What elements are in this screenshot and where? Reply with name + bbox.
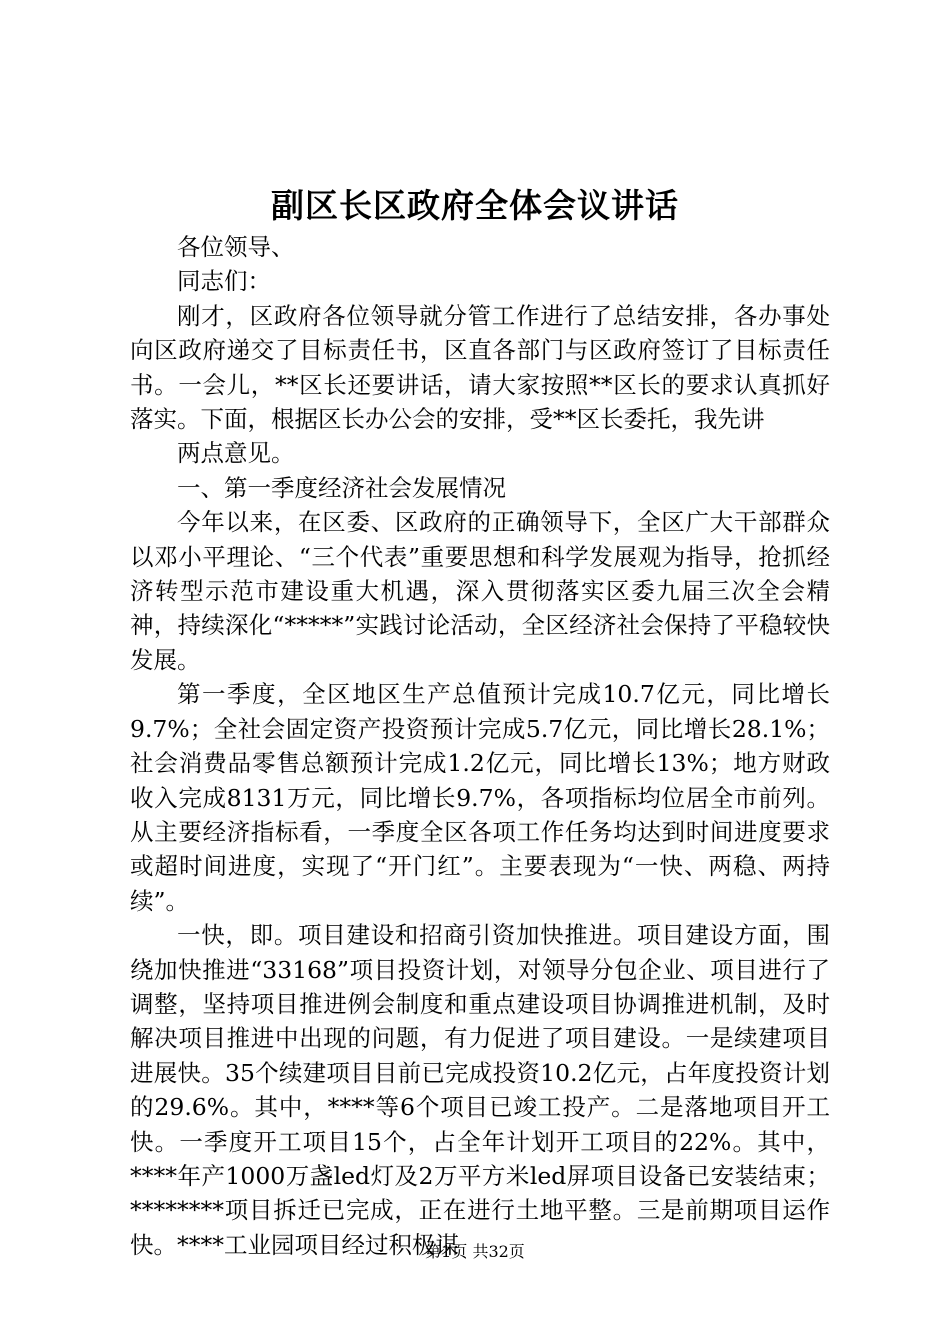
body-paragraph: 第一季度，全区地区生产总值预计完成10.7亿元，同比增长9.7%；全社会固定资产投资预计完成5.7亿元，同比增长28.1%；社会消费品零售总额预计完成1.2亿元，同比增长13%；地方财政收入完成8131万元，同比增长9.7%，各项指标均位居全市前列。从主要经济指标看，一季度全区各项工作任务均达到时间进度要求或超时间进度，实现了“开门红”。主要表现为“一快、两稳、两持续”。	[130, 680, 830, 915]
body-paragraph: 刚才，区政府各位领导就分管工作进行了总结安排，各办事处向区政府递交了目标责任书，区直各部门与区政府签订了目标责任书。一会儿，**区长还要讲话，请大家按照**区长的要求认真抓好落实。下面，根据区长办公会的安排，受**区长委托，我先讲	[130, 301, 830, 434]
document-body	[130, 230, 830, 1262]
section-heading: 一、第一季度经济社会发展情况	[177, 473, 506, 502]
page-indicator: 第1页 共32页	[425, 1242, 525, 1261]
body-paragraph: 今年以来，在区委、区政府的正确领导下，全区广大干部群众以邓小平理论、“三个代表”重要思想和科学发展观为指导，抢抓经济转型示范市建设重大机遇，深入贯彻落实区委九届三次全会精神，持续深化“*****”实践讨论活动，全区经济社会保持了平稳较快发展。	[130, 508, 830, 674]
salutation-line: 同志们：	[177, 267, 271, 296]
body-paragraph: 一快，即。项目建设和招商引资加快推进。项目建设方面，围绕加快推进“33168”项目投资计划，对领导分包企业、项目进行了调整，坚持项目推进例会制度和重点建设项目协调推进机制，及时解决项目推进中出现的问题，有力促进了项目建设。一是续建项目进展快。35个续建项目目前已完成投资10.2亿元，占年度投资计划的29.6%。其中，****等6个项目已竣工投产。二是落地项目开工快。一季度开工项目15个，占全年计划开工项目的22%。其中，****年产1000万盏led灯及2万平方米led屏项目设备已安装结束；********项目拆迁已完成，正在进行土地平整。三是前期项目运作快。****工业园项目经过积极谋	[130, 921, 830, 1259]
body-paragraph: 两点意见。	[177, 439, 295, 468]
document-title: 副区长区政府全体会议讲话	[271, 186, 679, 225]
salutation-line: 各位领导、	[177, 233, 295, 261]
